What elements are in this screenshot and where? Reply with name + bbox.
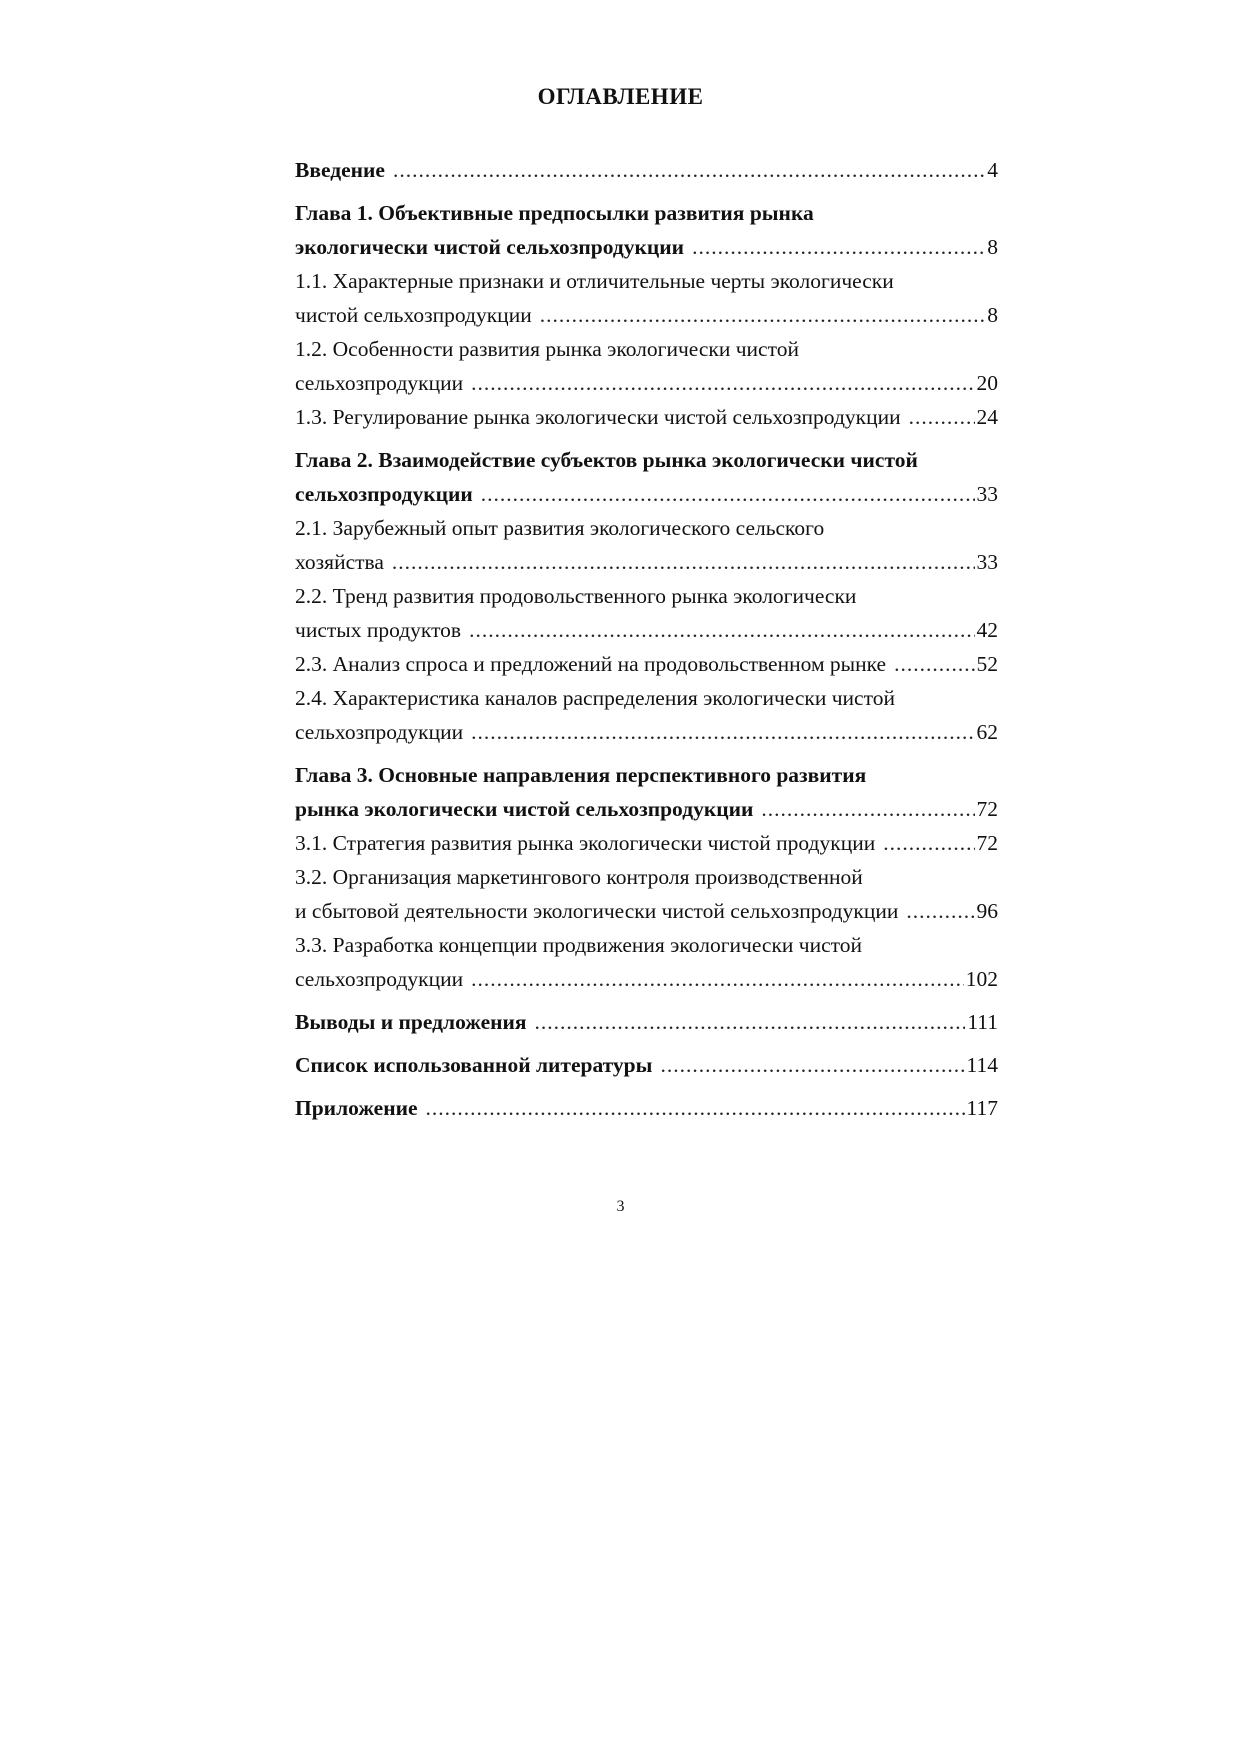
toc-entry-leader-line <box>295 894 998 928</box>
page-number: 3 <box>616 1198 625 1215</box>
toc-entry-text-line: 3.2. Организация маркетингового контроля производственной <box>295 865 863 889</box>
toc-page-number: 4 <box>987 158 998 182</box>
toc-entry-text-line: 3.3. Разработка концепции продвижения экологически чистой <box>295 933 863 957</box>
toc-entry-title: экологически чистой сельхозпродукции <box>295 235 685 259</box>
toc-section-entry <box>295 826 998 860</box>
toc-entry-title: Список использованной литературы <box>295 1053 653 1077</box>
toc-entry-title: рынка экологически чистой сельхозпродукции <box>295 797 754 821</box>
toc-section-entry <box>295 511 998 579</box>
toc-page-number: 8 <box>987 235 998 259</box>
toc-entry-title: чистой сельхозпродукции <box>295 303 532 327</box>
toc-page-number: 62 <box>976 720 998 744</box>
toc-page-number: 114 <box>966 1053 998 1077</box>
toc-entry-leader-line <box>295 545 998 579</box>
table-of-contents <box>295 153 998 1125</box>
toc-entry-text-line: 2.4. Характеристика каналов распределения экологически чистой <box>295 686 895 710</box>
toc-entry-text-line: 2.1. Зарубежный опыт развития экологического сельского <box>295 516 825 540</box>
toc-entry-title: 1.3. Регулирование рынка экологически чистой сельхозпродукции <box>295 405 901 429</box>
toc-page-number: 102 <box>965 967 998 991</box>
dot-leader <box>909 400 975 434</box>
dot-leader <box>393 153 985 187</box>
dot-leader <box>540 298 986 332</box>
toc-entry-leader-line <box>295 1048 998 1082</box>
toc-chapter-entry <box>295 153 998 187</box>
toc-section-entry <box>295 647 998 681</box>
toc-page-number: 8 <box>987 303 998 327</box>
toc-section-entry <box>295 860 998 928</box>
toc-section-entry <box>295 264 998 332</box>
toc-entry-text-line: Глава 1. Объективные предпосылки развития рынка <box>295 201 814 225</box>
toc-entry-text-line: Глава 3. Основные направления перспективного развития <box>295 763 867 787</box>
dot-leader <box>469 613 974 647</box>
toc-entry-title: сельхозпродукции <box>295 371 464 395</box>
toc-page-number: 117 <box>966 1096 998 1120</box>
toc-entry-leader-line <box>295 153 998 187</box>
toc-page-number: 20 <box>976 371 998 395</box>
toc-section-entry <box>295 400 998 434</box>
dot-leader <box>660 1048 964 1082</box>
toc-page-number: 72 <box>976 831 998 855</box>
dot-leader <box>761 792 974 826</box>
dot-leader <box>906 894 974 928</box>
toc-entry-title: 3.1. Стратегия развития рынка экологически чистой продукции <box>295 831 876 855</box>
toc-entry-leader-line <box>295 613 998 647</box>
toc-entry-title: Приложение <box>295 1096 418 1120</box>
dot-leader <box>471 715 974 749</box>
dot-leader <box>426 1091 965 1125</box>
toc-entry-title: сельхозпродукции <box>295 482 473 506</box>
toc-chapter-entry <box>295 758 998 826</box>
dot-leader <box>471 366 974 400</box>
toc-page-number: 42 <box>976 618 998 642</box>
toc-chapter-entry <box>295 1048 998 1082</box>
toc-entry-leader-line <box>295 400 998 434</box>
toc-entry-leader-line <box>295 826 998 860</box>
toc-page-number: 24 <box>976 405 998 429</box>
toc-entry-title: 2.3. Анализ спроса и предложений на продовольственном рынке <box>295 652 887 676</box>
toc-entry-leader-line <box>295 715 998 749</box>
toc-section-entry <box>295 579 998 647</box>
toc-chapter-entry <box>295 196 998 264</box>
toc-entry-leader-line <box>295 647 998 681</box>
toc-page-number: 52 <box>976 652 998 676</box>
toc-entry-text-line: 1.2. Особенности развития рынка экологически чистой <box>295 337 799 361</box>
toc-page-number: 111 <box>967 1010 998 1034</box>
toc-entry-text-line: 2.2. Тренд развития продовольственного рынка экологически <box>295 584 857 608</box>
toc-entry-title: сельхозпродукции <box>295 967 464 991</box>
toc-entry-title: хозяйства <box>295 550 384 574</box>
toc-entry-title: и сбытовой деятельности экологически чистой сельхозпродукции <box>295 899 899 923</box>
toc-chapter-entry <box>295 1091 998 1125</box>
toc-entry-leader-line <box>295 230 998 264</box>
toc-page-number: 33 <box>976 550 998 574</box>
toc-entry-title: Выводы и предложения <box>295 1010 527 1034</box>
toc-entry-leader-line <box>295 1005 998 1039</box>
toc-entry-leader-line <box>295 477 998 511</box>
page-title: ОГЛАВЛЕНИЕ <box>537 84 704 109</box>
toc-entry-text-line: Глава 2. Взаимодействие субъектов рынка экологически чистой <box>295 448 918 472</box>
toc-chapter-entry <box>295 443 998 511</box>
toc-page-number: 96 <box>976 899 998 923</box>
toc-entry-leader-line <box>295 1091 998 1125</box>
toc-entry-leader-line <box>295 792 998 826</box>
toc-section-entry <box>295 928 998 996</box>
toc-entry-title: Введение <box>295 158 385 182</box>
dot-leader <box>692 230 985 264</box>
toc-entry-leader-line <box>295 366 998 400</box>
dot-leader <box>392 545 975 579</box>
toc-entry-title: сельхозпродукции <box>295 720 464 744</box>
toc-chapter-entry <box>295 1005 998 1039</box>
dot-leader <box>883 826 974 860</box>
toc-entry-title: чистых продуктов <box>295 618 462 642</box>
toc-entry-leader-line <box>295 298 998 332</box>
toc-section-entry <box>295 332 998 400</box>
dot-leader <box>481 477 975 511</box>
dot-leader <box>535 1005 966 1039</box>
toc-section-entry <box>295 681 998 749</box>
toc-page-number: 33 <box>976 482 998 506</box>
toc-entry-text-line: 1.1. Характерные признаки и отличительные черты экологически <box>295 269 894 293</box>
dot-leader <box>471 962 964 996</box>
toc-page-number: 72 <box>976 797 998 821</box>
toc-entry-leader-line <box>295 962 998 996</box>
dot-leader <box>894 647 974 681</box>
